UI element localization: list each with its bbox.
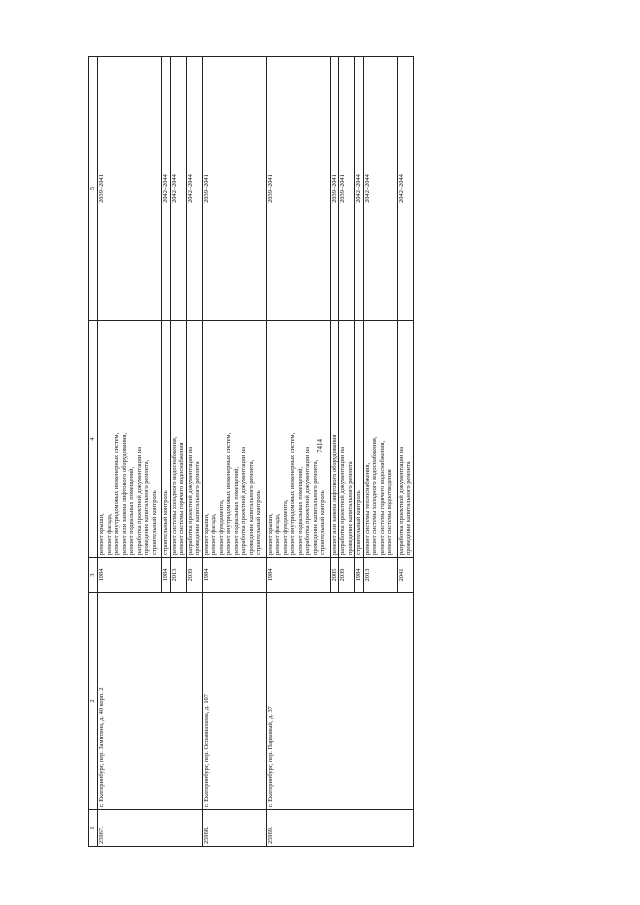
period-cell: 2042–2044 bbox=[186, 57, 202, 321]
work-item: ремонт крыши, bbox=[266, 513, 274, 555]
period-cell: 2039–2041 bbox=[266, 57, 330, 321]
work-item: строительный контроль bbox=[355, 490, 362, 555]
table-row bbox=[266, 57, 330, 847]
repair-schedule-table bbox=[88, 56, 414, 847]
column-number: 5 bbox=[89, 57, 98, 321]
work-item: ремонт системы горячего водоснабжения, bbox=[378, 440, 386, 555]
work-item: разработка проектной документации на bbox=[135, 446, 143, 555]
work-item: ремонт фасада, bbox=[274, 513, 281, 555]
period-cell: 2039–2041 bbox=[330, 57, 339, 321]
work-item: разработка проектной документации на bbox=[186, 446, 194, 555]
year-cell: 2039 bbox=[339, 558, 355, 593]
column-number: 4 bbox=[89, 321, 98, 558]
work-item: ремонт фасада, bbox=[210, 513, 217, 555]
period-cell: 2042–2044 bbox=[162, 57, 171, 321]
year-cell: 2041 bbox=[397, 558, 413, 593]
works-cell bbox=[202, 321, 266, 558]
work-item: проведение капитального ремонта bbox=[194, 461, 201, 555]
work-item: строительный контроль bbox=[150, 490, 158, 555]
work-item: ремонт или замена лифтового оборудования, bbox=[120, 432, 128, 555]
table-rotor bbox=[88, 82, 588, 847]
work-item: проведение капитального ремонта bbox=[405, 461, 412, 555]
entry-number: 25968. bbox=[202, 810, 266, 847]
column-number: 3 bbox=[89, 558, 98, 593]
page-number: 7414 bbox=[316, 439, 324, 453]
works-cell bbox=[363, 321, 397, 558]
year-cell: 1984 bbox=[355, 558, 364, 593]
year-cell: 2005 bbox=[330, 558, 339, 593]
column-number: 1 bbox=[89, 810, 98, 847]
work-item: ремонт подвальных помещений, bbox=[128, 466, 135, 555]
work-item: ремонт системы холодного водоснабжения, bbox=[371, 436, 378, 555]
work-item: ремонт системы теплоснабжения, bbox=[363, 462, 371, 555]
work-item: ремонт подвальных помещений, bbox=[296, 466, 304, 555]
work-item: ремонт или замена лифтового оборудования bbox=[330, 434, 338, 555]
year-cell: 2039 bbox=[186, 558, 202, 593]
year-cell: 2013 bbox=[363, 558, 397, 593]
works-cell bbox=[186, 321, 202, 558]
period-cell: 2039–2041 bbox=[202, 57, 266, 321]
year-cell: 1984 bbox=[162, 558, 171, 593]
column-number-row bbox=[89, 57, 98, 847]
year-cell: 1984 bbox=[202, 558, 266, 593]
works-cell bbox=[170, 321, 186, 558]
works-cell bbox=[98, 321, 162, 558]
work-item: ремонт системы холодного водоснабжения, bbox=[170, 436, 178, 555]
year-cell: 1984 bbox=[98, 558, 162, 593]
period-cell: 2042–2044 bbox=[397, 57, 413, 321]
building-address: г. Екатеринбург, пер. Парковый, д. 37 bbox=[266, 593, 413, 810]
work-item: ремонт системы водоотведения bbox=[386, 469, 393, 555]
column-number: 2 bbox=[89, 593, 98, 810]
work-item: ремонт внутридомовых инженерных систем, bbox=[289, 432, 296, 555]
works-cell bbox=[355, 321, 364, 558]
work-item: ремонт фасада, bbox=[105, 513, 113, 555]
work-item: ремонт системы горячего водоснабжения bbox=[178, 442, 185, 555]
period-cell: 2039–2041 bbox=[98, 57, 162, 321]
works-cell bbox=[397, 321, 413, 558]
table-body bbox=[98, 57, 414, 847]
work-item: строительный контроль bbox=[255, 490, 262, 555]
work-item: ремонт внутридомовых инженерных систем, bbox=[225, 432, 232, 555]
entry-number: 25967. bbox=[98, 810, 203, 847]
work-item: строительный контроль bbox=[319, 490, 326, 555]
work-item: проведение капитального ремонта, bbox=[311, 459, 319, 555]
work-item: разработка проектной документации на bbox=[240, 446, 247, 555]
work-item: ремонт фундамента, bbox=[281, 499, 289, 555]
works-cell bbox=[339, 321, 355, 558]
work-item: проведение капитального ремонта, bbox=[143, 459, 150, 555]
works-cell bbox=[162, 321, 171, 558]
work-item: разработка проектной документации на bbox=[304, 446, 311, 555]
work-item: проведение капитального ремонта, bbox=[247, 459, 255, 555]
work-item: ремонт крыши, bbox=[202, 513, 210, 555]
work-item: ремонт крыши, bbox=[98, 513, 105, 555]
work-item: проведение капитального ремонта bbox=[346, 461, 354, 555]
period-cell: 2039–2041 bbox=[339, 57, 355, 321]
work-item: разработка проектной документации на bbox=[339, 446, 346, 555]
work-item: ремонт внутридомовых инженерных систем, bbox=[113, 432, 120, 555]
rotated-page-content bbox=[88, 82, 588, 847]
building-address: г. Екатеринбург, пер. Замятина, д. 40 корп. 2 bbox=[98, 593, 203, 810]
work-item: ремонт фундамента, bbox=[217, 499, 225, 555]
period-cell: 2042–2044 bbox=[355, 57, 364, 321]
works-cell bbox=[330, 321, 339, 558]
entry-number: 25969. bbox=[266, 810, 413, 847]
works-cell bbox=[266, 321, 330, 558]
building-address: г. Екатеринбург, пер. Осоавиахима, д. 107 bbox=[202, 593, 266, 810]
work-item: разработка проектной документации на bbox=[397, 446, 405, 555]
work-item: ремонт подвальных помещений, bbox=[232, 466, 240, 555]
year-cell: 2013 bbox=[170, 558, 186, 593]
period-cell: 2042–2044 bbox=[363, 57, 397, 321]
period-cell: 2042–2044 bbox=[170, 57, 186, 321]
table-row bbox=[202, 57, 266, 847]
table-row bbox=[98, 57, 162, 847]
work-item: строительный контроль bbox=[162, 490, 169, 555]
year-cell: 1984 bbox=[266, 558, 330, 593]
